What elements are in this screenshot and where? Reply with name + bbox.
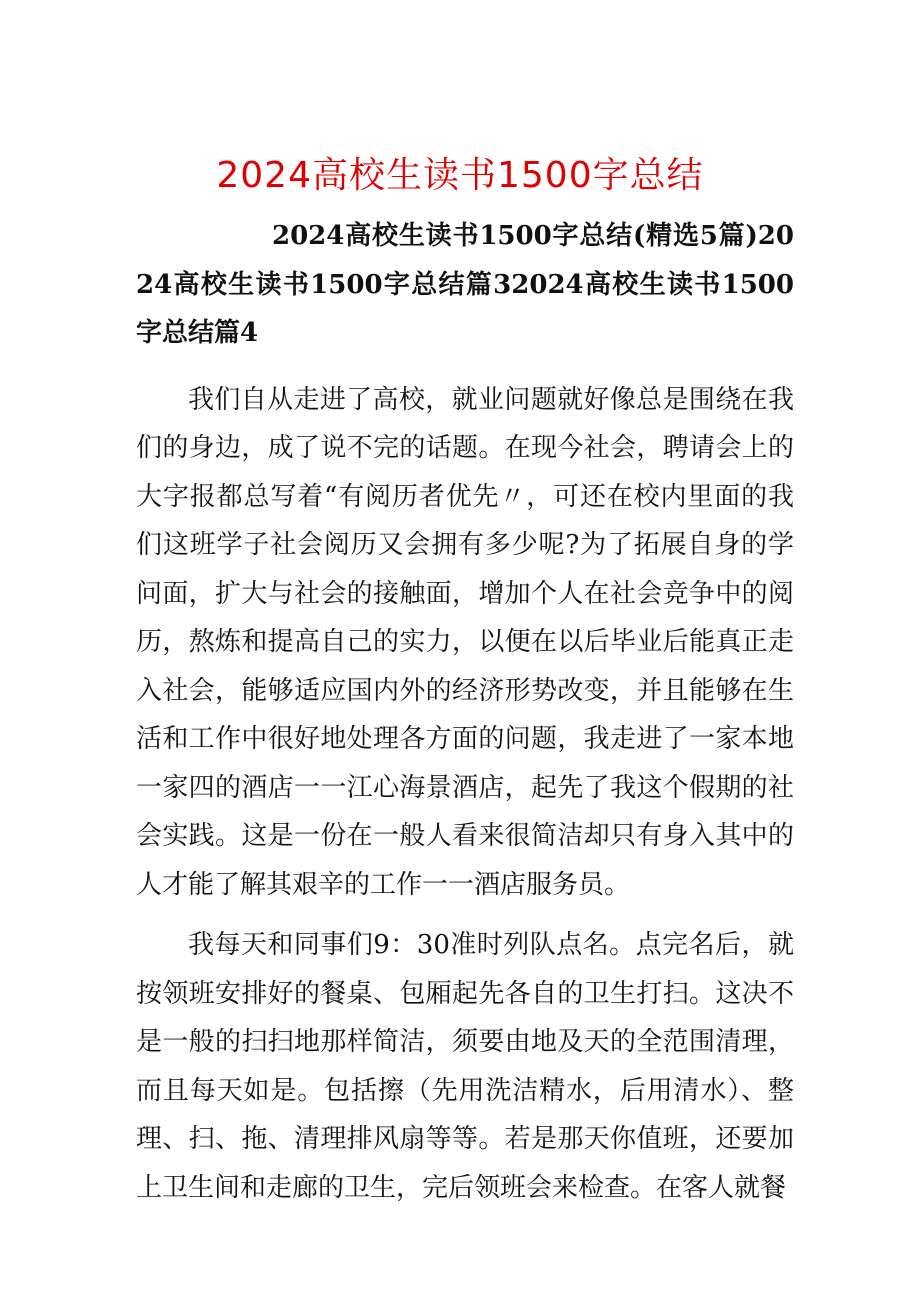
document-body xyxy=(136,212,794,1212)
body-paragraph-2: 我每天和同事们9：30准时列队点名。点完名后，就按领班安排好的餐桌、包厢起先各自的卫生打扫。这决不是一般的扫扫地那样简洁，须要由地及天的全范围清理，而且每天如是。包括擦（先用洗洁精水，后用清水）、整理、扫、拖、清理排风扇等等。若是那天你值班，还要加上卫生间和走廊的卫生，完后领班会来检查。在客人就餐 xyxy=(136,930,794,1203)
document-title: 2024高校生读书1500字总结 xyxy=(216,155,704,196)
summary-paragraph: 2024高校生读书1500字总结(精选5篇)2024高校生读书1500字总结篇32024高校生读书1500字总结篇4 xyxy=(136,221,794,348)
body-paragraph-1: 我们自从走进了高校，就业问题就好像总是围绕在我们的身边，成了说不完的话题。在现今社会，聘请会上的大字报都总写着“有阅历者优先〃，可还在校内里面的我们这班学子社会阅历又会拥有多少呢?为了拓展自身的学问面，扩大与社会的接触面，增加个人在社会竞争中的阅历，熬炼和提高自己的实力，以便在以后毕业后能真正走入社会，能够适应国内外的经济形势改变，并且能够在生活和工作中很好地处理各方面的问题，我走进了一家本地一家四的酒店一一江心海景酒店，起先了我这个假期的社会实践。这是一份在一般人看来很简洁却只有身入其中的人才能了解其艰辛的工作一一酒店服务员。 xyxy=(136,384,794,900)
